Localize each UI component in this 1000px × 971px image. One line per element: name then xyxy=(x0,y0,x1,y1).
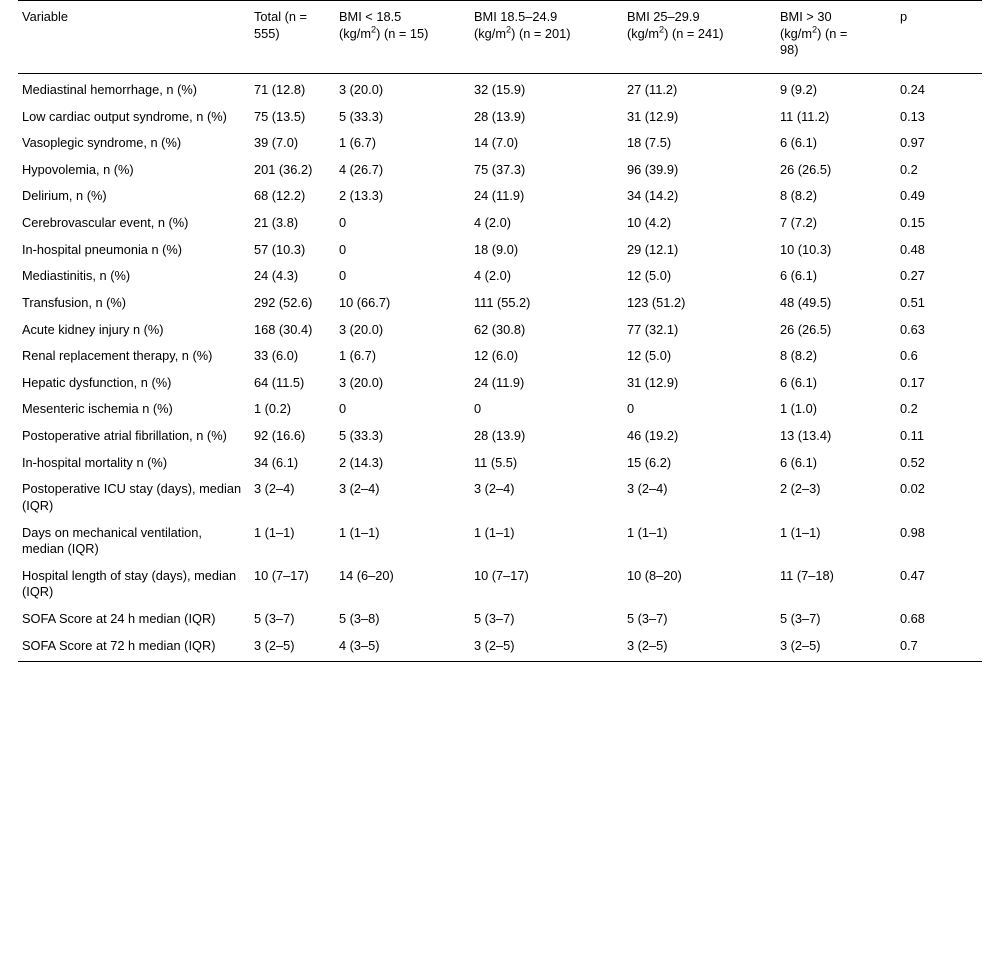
cell-variable: Mesenteric ischemia n (%) xyxy=(22,401,173,417)
table-body xyxy=(18,73,982,661)
table-row xyxy=(18,520,982,563)
superscript-two: 2 xyxy=(371,24,377,35)
cell-total: 3 (2–5) xyxy=(250,633,335,662)
cell-p-value: 0.98 xyxy=(900,524,925,540)
column-header-bmi-normal-line2 xyxy=(474,26,571,41)
table-row xyxy=(18,130,982,157)
cell-variable: Postoperative ICU stay (days), median (IQR) xyxy=(22,481,242,513)
cell-bmi-normal: 75 (37.3) xyxy=(474,161,526,177)
cell-bmi-obese: 48 (49.5) xyxy=(780,294,832,310)
cell-variable: Renal replacement therapy, n (%) xyxy=(22,348,213,364)
cell-variable: In-hospital mortality n (%) xyxy=(22,454,168,470)
table-row xyxy=(18,343,982,370)
column-header-variable-line1: Variable xyxy=(22,9,69,24)
cell-total: 201 (36.2) xyxy=(254,161,313,177)
cell-bmi-over: 31 (12.9) xyxy=(627,374,679,390)
cell-bmi-under: 5 (33.3) xyxy=(339,428,384,443)
cell-p-value: 0.48 xyxy=(900,241,925,257)
table-row xyxy=(18,104,982,131)
cell-bmi-normal: 0 xyxy=(474,401,482,417)
cell-variable: Low cardiac output syndrome, n (%) xyxy=(22,108,227,124)
cell-p-value: 0.27 xyxy=(900,268,925,284)
cell-bmi-over: 3 (2–5) xyxy=(623,633,776,662)
cell-bmi-normal: 24 (11.9) xyxy=(474,374,525,390)
cell-total: 21 (3.8) xyxy=(254,215,299,230)
cell-total: 57 (10.3) xyxy=(254,241,306,257)
cell-total: 5 (3–7) xyxy=(254,611,295,626)
cell-bmi-over: 34 (14.2) xyxy=(627,188,679,204)
cell-variable: Transfusion, n (%) xyxy=(22,294,127,310)
cell-p-value: 0.97 xyxy=(900,135,925,151)
cell-variable: Hypovolemia, n (%) xyxy=(22,161,134,177)
column-header-bmi-obese-line3: 98) xyxy=(780,42,799,58)
cell-bmi-normal: 62 (30.8) xyxy=(474,321,526,337)
cell-bmi-obese: 6 (6.1) xyxy=(780,135,817,151)
cell-bmi-over: 5 (3–7) xyxy=(627,611,668,626)
table-row xyxy=(18,263,982,290)
cell-p-value: 0.2 xyxy=(900,401,918,417)
superscript-two: 2 xyxy=(812,24,818,35)
cell-p-value: 0.13 xyxy=(900,108,925,124)
cell-p-value: 0.15 xyxy=(900,215,925,230)
cell-bmi-obese: 9 (9.2) xyxy=(780,81,817,97)
cell-bmi-under: 3 (20.0) xyxy=(339,374,384,390)
cell-total: 10 (7–17) xyxy=(254,567,309,583)
cell-bmi-over: 10 (8–20) xyxy=(627,567,682,583)
cell-bmi-obese: 26 (26.5) xyxy=(780,161,832,177)
cell-bmi-normal: 18 (9.0) xyxy=(474,241,519,257)
cell-bmi-over: 123 (51.2) xyxy=(627,294,686,310)
cell-total: 1 (1–1) xyxy=(254,524,295,540)
cell-bmi-over: 1 (1–1) xyxy=(627,524,668,540)
unit-prefix: (kg/m xyxy=(339,25,371,41)
cell-bmi-obese: 6 (6.1) xyxy=(780,454,817,470)
column-header-bmi-normal xyxy=(470,1,623,74)
cell-p-value: 0.7 xyxy=(896,633,982,662)
cell-bmi-obese: 3 (2–5) xyxy=(776,633,896,662)
unit-suffix: ) (n = xyxy=(817,25,848,41)
cell-p-value: 0.52 xyxy=(900,454,925,470)
column-header-bmi-normal-line1: BMI 18.5–24.9 xyxy=(474,9,558,24)
cell-total: 3 (2–4) xyxy=(254,481,295,497)
unit-suffix: ) (n = 241) xyxy=(664,25,724,41)
cell-p-value: 0.24 xyxy=(900,81,925,97)
cell-bmi-normal: 5 (3–7) xyxy=(474,611,515,626)
cell-bmi-normal: 14 (7.0) xyxy=(474,135,519,151)
column-header-bmi-obese xyxy=(776,1,896,74)
cell-total: 168 (30.4) xyxy=(254,321,313,337)
cell-bmi-over: 15 (6.2) xyxy=(627,454,672,470)
cell-bmi-obese: 26 (26.5) xyxy=(780,321,832,337)
table-header xyxy=(18,1,982,74)
outcomes-table xyxy=(18,0,982,662)
cell-bmi-under: 4 (26.7) xyxy=(339,161,384,177)
cell-bmi-over: 10 (4.2) xyxy=(627,215,672,230)
cell-p-value: 0.49 xyxy=(900,188,925,204)
table-row xyxy=(18,370,982,397)
cell-variable: Days on mechanical ventilation, median (IQR) xyxy=(22,524,202,557)
column-header-bmi-over xyxy=(623,1,776,74)
cell-total: 68 (12.2) xyxy=(254,188,306,204)
cell-total: 33 (6.0) xyxy=(254,348,299,364)
cell-bmi-obese: 11 (11.2) xyxy=(780,108,830,124)
cell-bmi-normal: 3 (2–5) xyxy=(470,633,623,662)
cell-bmi-obese: 11 (7–18) xyxy=(780,567,834,583)
cell-variable: Cerebrovascular event, n (%) xyxy=(22,215,189,230)
cell-total: 292 (52.6) xyxy=(254,294,313,310)
column-header-bmi-under xyxy=(335,1,470,74)
table-row xyxy=(18,606,982,633)
cell-variable: Postoperative atrial fibrillation, n (%) xyxy=(22,428,227,443)
cell-p-value: 0.17 xyxy=(900,374,925,390)
cell-bmi-obese: 8 (8.2) xyxy=(780,348,817,364)
cell-bmi-obese: 13 (13.4) xyxy=(780,428,832,443)
column-header-bmi-obese-line1: BMI > 30 xyxy=(780,9,832,24)
cell-bmi-obese: 1 (1.0) xyxy=(780,401,817,417)
column-header-bmi-obese-line2 xyxy=(780,26,847,41)
unit-prefix: (kg/m xyxy=(780,25,812,41)
cell-bmi-normal: 111 (55.2) xyxy=(474,294,531,310)
cell-bmi-normal: 11 (5.5) xyxy=(474,454,518,470)
cell-p-value: 0.02 xyxy=(900,481,925,497)
cell-bmi-under: 1 (6.7) xyxy=(339,348,376,364)
cell-bmi-normal: 32 (15.9) xyxy=(474,81,526,97)
cell-total: 75 (13.5) xyxy=(254,108,306,124)
cell-bmi-under: 3 (20.0) xyxy=(339,321,384,337)
cell-total: 34 (6.1) xyxy=(254,454,299,470)
cell-p-value: 0.51 xyxy=(900,294,925,310)
table-row xyxy=(18,396,982,423)
cell-variable: Hepatic dysfunction, n (%) xyxy=(22,374,172,390)
cell-bmi-under: 2 (14.3) xyxy=(339,454,384,470)
cell-bmi-normal: 24 (11.9) xyxy=(474,188,525,204)
column-header-p xyxy=(896,1,982,74)
cell-bmi-under: 1 (1–1) xyxy=(339,524,380,540)
superscript-two: 2 xyxy=(506,24,512,35)
cell-bmi-normal: 1 (1–1) xyxy=(474,524,515,540)
cell-bmi-obese: 10 (10.3) xyxy=(780,241,832,257)
cell-bmi-under: 0 xyxy=(339,268,347,284)
table-row xyxy=(18,183,982,210)
cell-total: 1 (0.2) xyxy=(254,401,291,417)
cell-bmi-under: 0 xyxy=(339,401,347,417)
cell-p-value: 0.11 xyxy=(900,428,924,443)
cell-variable: Mediastinal hemorrhage, n (%) xyxy=(22,81,197,97)
table-row xyxy=(18,633,982,662)
superscript-two: 2 xyxy=(659,24,665,35)
column-header-p-line1: p xyxy=(900,9,908,24)
column-header-bmi-over-line1: BMI 25–29.9 xyxy=(627,9,700,24)
table-header-row xyxy=(18,1,982,74)
cell-p-value: 0.6 xyxy=(900,348,918,364)
cell-bmi-over: 12 (5.0) xyxy=(627,268,672,284)
column-header-total-line1: Total (n = xyxy=(254,9,307,24)
table-row xyxy=(18,423,982,450)
cell-bmi-normal: 4 (2.0) xyxy=(474,215,511,230)
cell-bmi-over: 96 (39.9) xyxy=(627,161,679,177)
unit-suffix: ) (n = 201) xyxy=(511,25,571,41)
cell-variable: SOFA Score at 24 h median (IQR) xyxy=(22,611,216,626)
cell-total: 71 (12.8) xyxy=(254,81,306,97)
cell-bmi-over: 77 (32.1) xyxy=(627,321,679,337)
column-header-total-line2: 555) xyxy=(254,25,280,41)
cell-bmi-under: 3 (2–4) xyxy=(339,481,380,497)
cell-p-value: 0.2 xyxy=(900,161,918,177)
cell-bmi-normal: 28 (13.9) xyxy=(474,428,526,443)
cell-bmi-obese: 1 (1–1) xyxy=(780,524,821,540)
column-header-bmi-under-line1: BMI < 18.5 xyxy=(339,9,402,24)
cell-variable: Acute kidney injury n (%) xyxy=(22,321,164,337)
cell-bmi-under: 2 (13.3) xyxy=(339,188,384,204)
unit-prefix: (kg/m xyxy=(627,25,659,41)
cell-bmi-under: 4 (3–5) xyxy=(335,633,470,662)
cell-bmi-obese: 6 (6.1) xyxy=(780,268,817,284)
table-row xyxy=(18,317,982,344)
column-header-total xyxy=(250,1,335,74)
table-row xyxy=(18,290,982,317)
cell-bmi-under: 5 (3–8) xyxy=(339,611,380,626)
column-header-variable xyxy=(18,1,250,74)
cell-bmi-under: 0 xyxy=(339,215,347,230)
cell-bmi-under: 5 (33.3) xyxy=(339,108,384,124)
cell-variable: Vasoplegic syndrome, n (%) xyxy=(22,135,182,151)
table-row xyxy=(18,157,982,184)
cell-bmi-over: 29 (12.1) xyxy=(627,241,679,257)
cell-bmi-over: 27 (11.2) xyxy=(627,81,678,97)
cell-bmi-over: 18 (7.5) xyxy=(627,135,672,151)
cell-bmi-over: 0 xyxy=(627,401,635,417)
cell-bmi-obese: 6 (6.1) xyxy=(780,374,817,390)
column-header-bmi-over-line2 xyxy=(627,26,724,41)
unit-suffix: ) (n = 15) xyxy=(376,25,429,41)
cell-total: 92 (16.6) xyxy=(254,428,306,443)
cell-bmi-normal: 4 (2.0) xyxy=(474,268,511,284)
cell-bmi-under: 3 (20.0) xyxy=(339,81,384,97)
cell-variable: Hospital length of stay (days), median (IQR) xyxy=(22,567,237,600)
table-row xyxy=(18,476,982,519)
cell-bmi-normal: 3 (2–4) xyxy=(474,481,515,497)
cell-bmi-normal: 28 (13.9) xyxy=(474,108,526,124)
cell-total: 39 (7.0) xyxy=(254,135,299,151)
cell-bmi-under: 10 (66.7) xyxy=(339,294,391,310)
cell-variable: Delirium, n (%) xyxy=(22,188,107,204)
table-row xyxy=(18,237,982,264)
cell-p-value: 0.68 xyxy=(900,611,925,626)
table-row xyxy=(18,210,982,237)
cell-bmi-under: 0 xyxy=(339,241,347,257)
table-row xyxy=(18,73,982,103)
cell-bmi-under: 1 (6.7) xyxy=(339,135,376,151)
cell-p-value: 0.63 xyxy=(900,321,925,337)
cell-bmi-obese: 5 (3–7) xyxy=(780,611,821,626)
cell-variable: Mediastinitis, n (%) xyxy=(22,268,131,284)
unit-prefix: (kg/m xyxy=(474,25,506,41)
cell-bmi-normal: 10 (7–17) xyxy=(474,567,529,583)
cell-total: 24 (4.3) xyxy=(254,268,299,284)
column-header-bmi-under-line2 xyxy=(339,26,428,41)
cell-bmi-under: 14 (6–20) xyxy=(339,567,394,583)
cell-p-value: 0.47 xyxy=(900,567,925,583)
cell-bmi-obese: 7 (7.2) xyxy=(780,215,817,230)
cell-total: 64 (11.5) xyxy=(254,374,305,390)
cell-bmi-obese: 8 (8.2) xyxy=(780,188,817,204)
table-row xyxy=(18,563,982,606)
cell-variable: In-hospital pneumonia n (%) xyxy=(22,241,183,257)
cell-variable: SOFA Score at 72 h median (IQR) xyxy=(18,633,250,662)
cell-bmi-over: 46 (19.2) xyxy=(627,428,679,443)
cell-bmi-obese: 2 (2–3) xyxy=(780,481,821,497)
table-row xyxy=(18,450,982,477)
cell-bmi-over: 31 (12.9) xyxy=(627,108,679,124)
cell-bmi-over: 3 (2–4) xyxy=(627,481,668,497)
cell-bmi-over: 12 (5.0) xyxy=(627,348,672,364)
cell-bmi-normal: 12 (6.0) xyxy=(474,348,519,364)
